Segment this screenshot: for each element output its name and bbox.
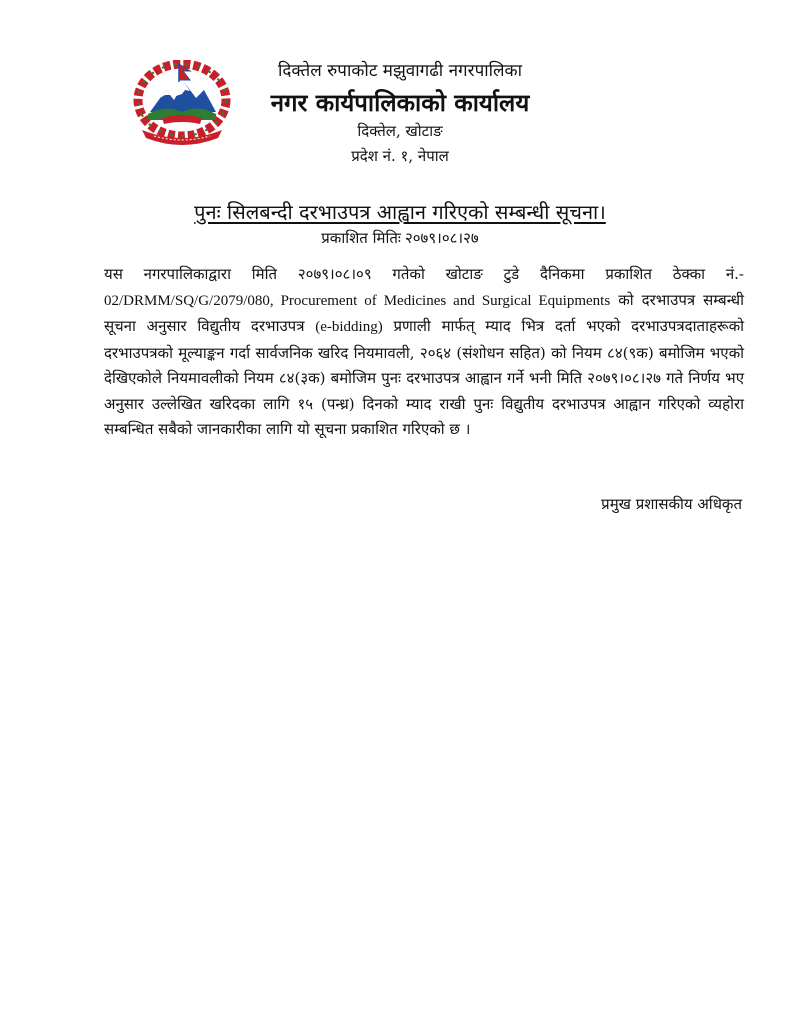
published-date-line <box>100 228 700 248</box>
e-bidding-term: (e-bidding) <box>315 319 383 335</box>
notice-body-part: प्रणाली मार्फत् म्याद भित्र दर्ता भएको दरभाउपत्रदाताहरूको दरभाउपत्रको मूल्याङ्कन गर्दा सार्वजनिक खरिद नियमावली, २०६४ (संशोधन सहित) को नियम ८४(९क) बमोजिम भएको देखिएकोले नियमावलीको नियम ८४(३क) बमोजिम पुनः दरभाउपत्र आह्वान गर्ने भनी मिति २०७९।०८।२७ गते निर्णय भए अनुसार उल्लेखित खरिदका लागि १५ (पन्ध्र) दिनको म्याद राखी पुनः विद्युतीय दरभाउपत्र आह्वान गरिएको व्यहोरा सम्बन्धित सबैको जानकारीका लागि यो सूचना प्रकाशित गरिएको छ । <box>104 317 744 438</box>
office-province: प्रदेश नं. १, नेपाल <box>351 147 449 165</box>
notice-title: पुनः सिलबन्दी दरभाउपत्र आह्वान गरिएको सम्बन्धी सूचना। <box>194 200 606 224</box>
published-date-label: प्रकाशित मितिः <box>321 229 401 247</box>
signatory-title: प्रमुख प्रशासकीय अधिकृत <box>601 495 742 513</box>
notice-body-part: यस नगरपालिकाद्वारा मिति २०७९।०८।०९ गतेको खोटाङ टुडे दैनिकमा प्रकाशित ठेक्का नं.- <box>104 265 744 283</box>
tender-reference: 02/DRMM/SQ/G/2079/080, Procurement of Medicines and Surgical Equipments <box>104 292 611 309</box>
office-name: नगर कार्यपालिकाको कार्यालय <box>270 88 530 117</box>
municipality-name: दिक्तेल रुपाकोट मझुवागढी नगरपालिका <box>277 61 523 81</box>
notice-title-container <box>100 198 700 225</box>
office-address: दिक्तेल, खोटाङ <box>357 122 443 140</box>
published-date-value: २०७९।०८।२७ <box>404 229 479 247</box>
notice-body <box>104 262 744 443</box>
notice-body-part: को दरभाउपत्र सम्बन्धी सूचना अनुसार विद्युतीय दरभाउपत्र <box>104 290 745 335</box>
